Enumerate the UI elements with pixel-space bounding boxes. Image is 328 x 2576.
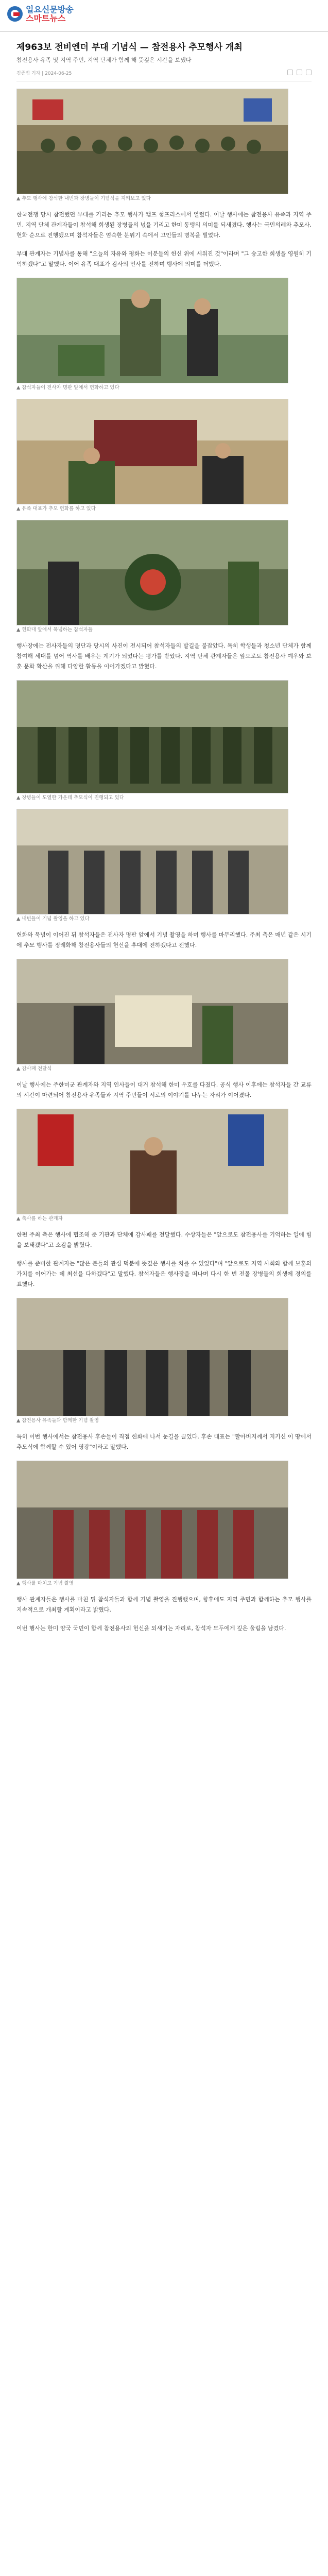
article-photo bbox=[16, 680, 288, 793]
site-name-line2: 스마트뉴스 bbox=[26, 13, 66, 23]
article-paragraph: 행사를 준비한 관계자는 "많은 분들의 관심 덕분에 뜻깊은 행사를 치를 수 있었다"며 "앞으로도 지역 사회와 함께 보훈의 가치를 이어가는 데 최선을 다하겠다"고 말했다. 참석자들은 행사장을 떠나며 다시 한 번 전몰 장병들의 희생에 경의를 표했다. bbox=[16, 1260, 312, 1287]
article-paragraph: 행사 관계자들은 행사를 마친 뒤 참석자들과 함께 기념 촬영을 진행했으며, 향후에도 지역 주민과 함께하는 추모 행사를 지속적으로 개최할 계획이라고 밝혔다. bbox=[16, 1596, 312, 1613]
photo-caption: ▲ 행사를 마치고 기념 촬영 bbox=[16, 1581, 74, 1586]
article-photo bbox=[16, 520, 288, 625]
photo-caption: ▲ 감사패 전달식 bbox=[16, 1066, 52, 1072]
article-paragraph: 행사장에는 전사자들의 명단과 당시의 사진이 전시되어 참석자들의 발길을 붙잡았다. 특히 학생들과 청소년 단체가 함께 참여해 세대를 넘어 역사를 배우는 계기가 되었다는 평가를 받았다. 지역 단체 관계자들은 앞으로도 참전용사 예우와 보훈 문화 확산을 위해 다양한 활동을 이어가겠다고 밝혔다. bbox=[16, 642, 312, 670]
photo-caption: ▲ 유족 대표가 추모 헌화를 하고 있다 bbox=[16, 506, 96, 512]
photo-caption: ▲ 헌화대 앞에서 묵념하는 참석자들 bbox=[16, 627, 93, 633]
article-paragraph: 특히 이번 행사에서는 참전용사 후손들이 직접 헌화에 나서 눈길을 끌었다. 후손 대표는 "할아버지께서 지키신 이 땅에서 추모식에 함께할 수 있어 영광"이라고 말했다. bbox=[16, 1433, 312, 1450]
article-photo bbox=[16, 89, 288, 194]
article-photo bbox=[16, 809, 288, 914]
logo-mark-icon bbox=[7, 6, 23, 22]
article-paragraph: 이번 행사는 한미 양국 국민이 함께 참전용사의 헌신을 되새기는 자리로, 참석자 모두에게 깊은 울림을 남겼다. bbox=[16, 1625, 286, 1632]
photo-caption: ▲ 참전용사 유족들과 함께한 기념 촬영 bbox=[16, 1418, 99, 1423]
print-icon[interactable] bbox=[287, 70, 293, 75]
photo-caption: ▲ 참석자들이 전사자 명판 앞에서 헌화하고 있다 bbox=[16, 385, 119, 391]
article-paragraph: 한편 주최 측은 행사에 협조해 준 기관과 단체에 감사패를 전달했다. 수상자들은 "앞으로도 참전용사를 기억하는 일에 힘을 보태겠다"고 소감을 밝혔다. bbox=[16, 1231, 312, 1248]
article-photo bbox=[16, 399, 288, 504]
article-photo bbox=[16, 278, 288, 383]
article-photo bbox=[16, 959, 288, 1064]
article-subtitle: 참전용사 유족 및 지역 주민, 지역 단체가 함께 해 뜻깊은 시간을 보냈다 bbox=[16, 57, 192, 63]
photo-caption: ▲ 축사를 하는 관계자 bbox=[16, 1216, 63, 1222]
article-paragraph: 한국전쟁 당시 참전했던 부대를 기리는 추모 행사가 캠프 험프리스에서 열렸다. 이날 행사에는 참전용사 유족과 지역 주민, 지역 단체 관계자들이 참석해 희생된 장병들의 넋을 기리고 한미 동맹의 의미를 되새겼다. 행사는 국민의례와 추모사, 헌화 순으로 진행됐으며 참석자들은 엄숙한 분위기 속에서 고인들의 명복을 빌었다. bbox=[16, 211, 312, 239]
article-paragraph: 부대 관계자는 기념사를 통해 "오늘의 자유와 평화는 이분들의 헌신 위에 세워진 것"이라며 "그 숭고한 희생을 영원히 기억하겠다"고 말했다. 이어 유족 대표가 감사의 인사를 전하며 행사에 의미를 더했다. bbox=[16, 250, 312, 267]
masthead bbox=[0, 0, 328, 32]
site-name-line1: 일요신문방송 bbox=[26, 5, 74, 14]
article-photo bbox=[16, 1109, 288, 1214]
byline-text: 김종범 기자 | 2024-06-25 bbox=[16, 71, 72, 76]
photo-caption: ▲ 내빈들이 기념 촬영을 하고 있다 bbox=[16, 916, 90, 922]
byline bbox=[16, 70, 312, 81]
article-photo bbox=[16, 1298, 288, 1416]
site-logo[interactable] bbox=[7, 5, 321, 23]
article bbox=[0, 32, 328, 1634]
photo-caption: ▲ 장병들이 도열한 가운데 추모식이 진행되고 있다 bbox=[16, 795, 124, 801]
photo-caption: ▲ 추모 행사에 참석한 내빈과 장병들이 기념식을 지켜보고 있다 bbox=[16, 196, 151, 201]
article-paragraph: 이날 행사에는 주한미군 관계자와 지역 인사들이 대거 참석해 한미 우호를 다졌다. 공식 행사 이후에는 참석자들 간 교류의 시간이 마련되어 참전용사 유족들과 지역 주민들이 서로의 이야기를 나누는 자리가 이어졌다. bbox=[16, 1081, 312, 1098]
font-size-icon[interactable] bbox=[297, 70, 302, 75]
article-paragraph: 헌화와 묵념이 이어진 뒤 참석자들은 전사자 명판 앞에서 기념 촬영을 하며 행사를 마무리했다. 주최 측은 매년 같은 시기에 추모 행사를 정례화해 참전용사들의 헌신을 후대에 전하겠다고 전했다. bbox=[16, 931, 312, 948]
article-tools bbox=[285, 70, 312, 77]
share-icon[interactable] bbox=[306, 70, 312, 75]
article-photo bbox=[16, 1461, 288, 1579]
article-title: 제963보 전비엔더 부대 기념식 — 참전용사 추모행사 개최 bbox=[16, 42, 243, 53]
